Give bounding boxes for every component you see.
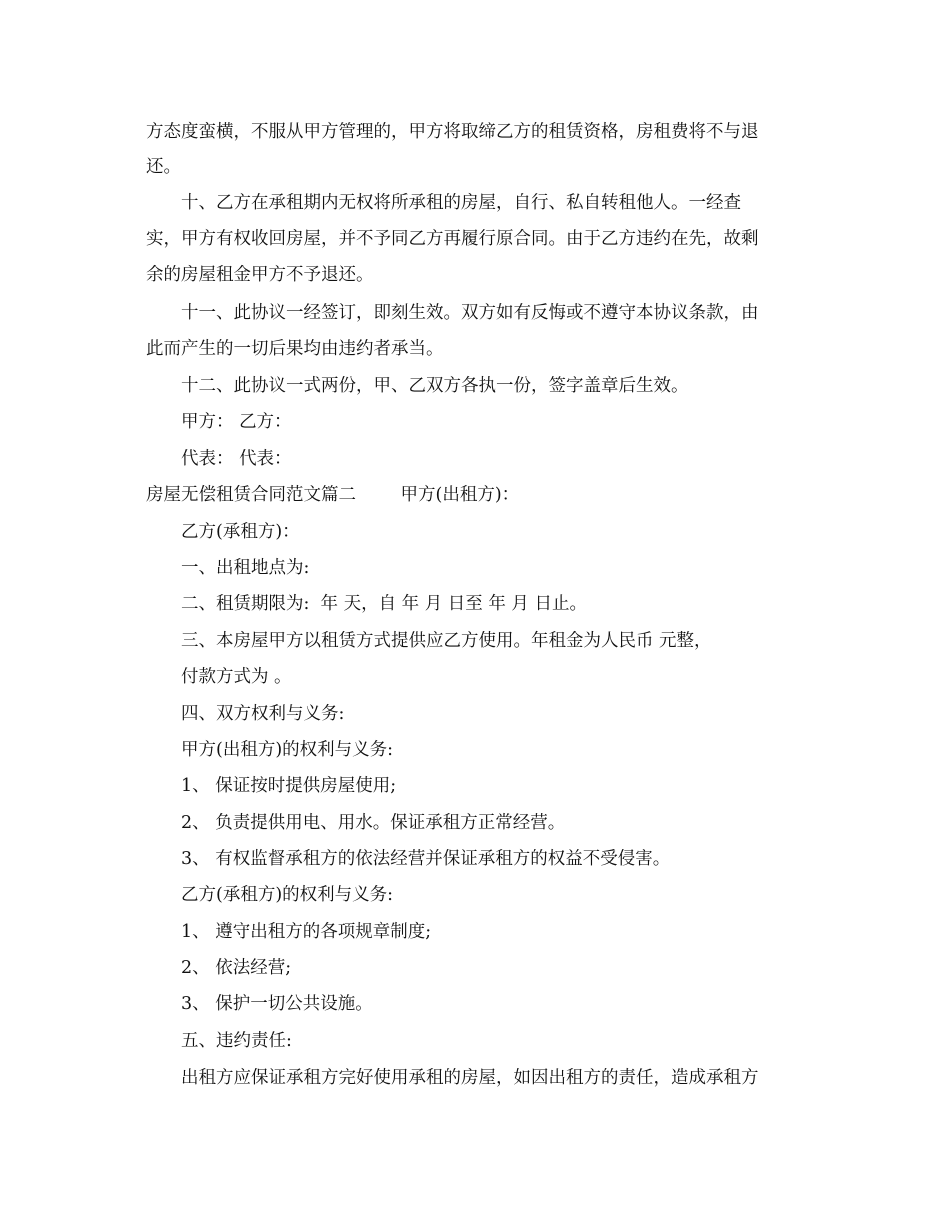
text-line: 余的房屋租金甲方不予退还。 bbox=[146, 265, 374, 285]
section-heading: 房屋无偿租赁合同范文篇二 甲方(出租方)： bbox=[146, 485, 520, 505]
text-line: 四、双方权利与义务: bbox=[181, 704, 345, 724]
list-item: 3、 保护一切公共设施。 bbox=[181, 994, 373, 1014]
text-line: 甲方(出租方)的权利与义务: bbox=[181, 740, 394, 760]
text-line: 十、乙方在承租期内无权将所承租的房屋，自行、私自转租他人。一经查 bbox=[181, 193, 741, 213]
text-line: 三、本房屋甲方以租赁方式提供应乙方使用。年租金为人民币 元整， bbox=[181, 631, 712, 651]
list-item: 2、 负责提供用电、用水。保证承租方正常经营。 bbox=[181, 813, 566, 833]
text-line: 乙方(承租方)的权利与义务: bbox=[181, 885, 394, 905]
text-line: 出租方应保证承租方完好使用承租的房屋，如因出租方的责任，造成承租方 bbox=[181, 1068, 759, 1088]
text-line: 付款方式为 。 bbox=[181, 667, 292, 687]
list-item: 1、 遵守出租方的各项规章制度; bbox=[181, 922, 432, 942]
signature-line: 甲方： 乙方： bbox=[181, 412, 292, 432]
text-line: 此而产生的一切后果均由违约者承当。 bbox=[146, 339, 444, 359]
text-line: 还。 bbox=[146, 157, 181, 177]
list-item: 2、 依法经营; bbox=[181, 958, 292, 978]
text-line: 实，甲方有权收回房屋，并不予同乙方再履行原合同。由于乙方违约在先，故剩 bbox=[146, 229, 759, 249]
text-line: 一、出租地点为: bbox=[181, 558, 310, 578]
text-line: 方态度蛮横，不服从甲方管理的，甲方将取缔乙方的租赁资格，房租费将不与退 bbox=[146, 122, 759, 142]
text-line: 二、租赁期限为: 年 天，自 年 月 日至 年 月 日止。 bbox=[181, 594, 587, 614]
text-line: 十一、此协议一经签订，即刻生效。双方如有反悔或不遵守本协议条款，由 bbox=[181, 303, 759, 323]
list-item: 3、 有权监督承租方的依法经营并保证承租方的权益不受侵害。 bbox=[181, 849, 671, 869]
representative-line: 代表： 代表： bbox=[181, 449, 292, 469]
text-line: 五、违约责任: bbox=[181, 1031, 292, 1051]
list-item: 1、 保证按时提供房屋使用; bbox=[181, 776, 397, 796]
text-line: 乙方(承租方)： bbox=[181, 522, 300, 542]
text-line: 十二、此协议一式两份，甲、乙双方各执一份，签字盖章后生效。 bbox=[181, 376, 689, 396]
